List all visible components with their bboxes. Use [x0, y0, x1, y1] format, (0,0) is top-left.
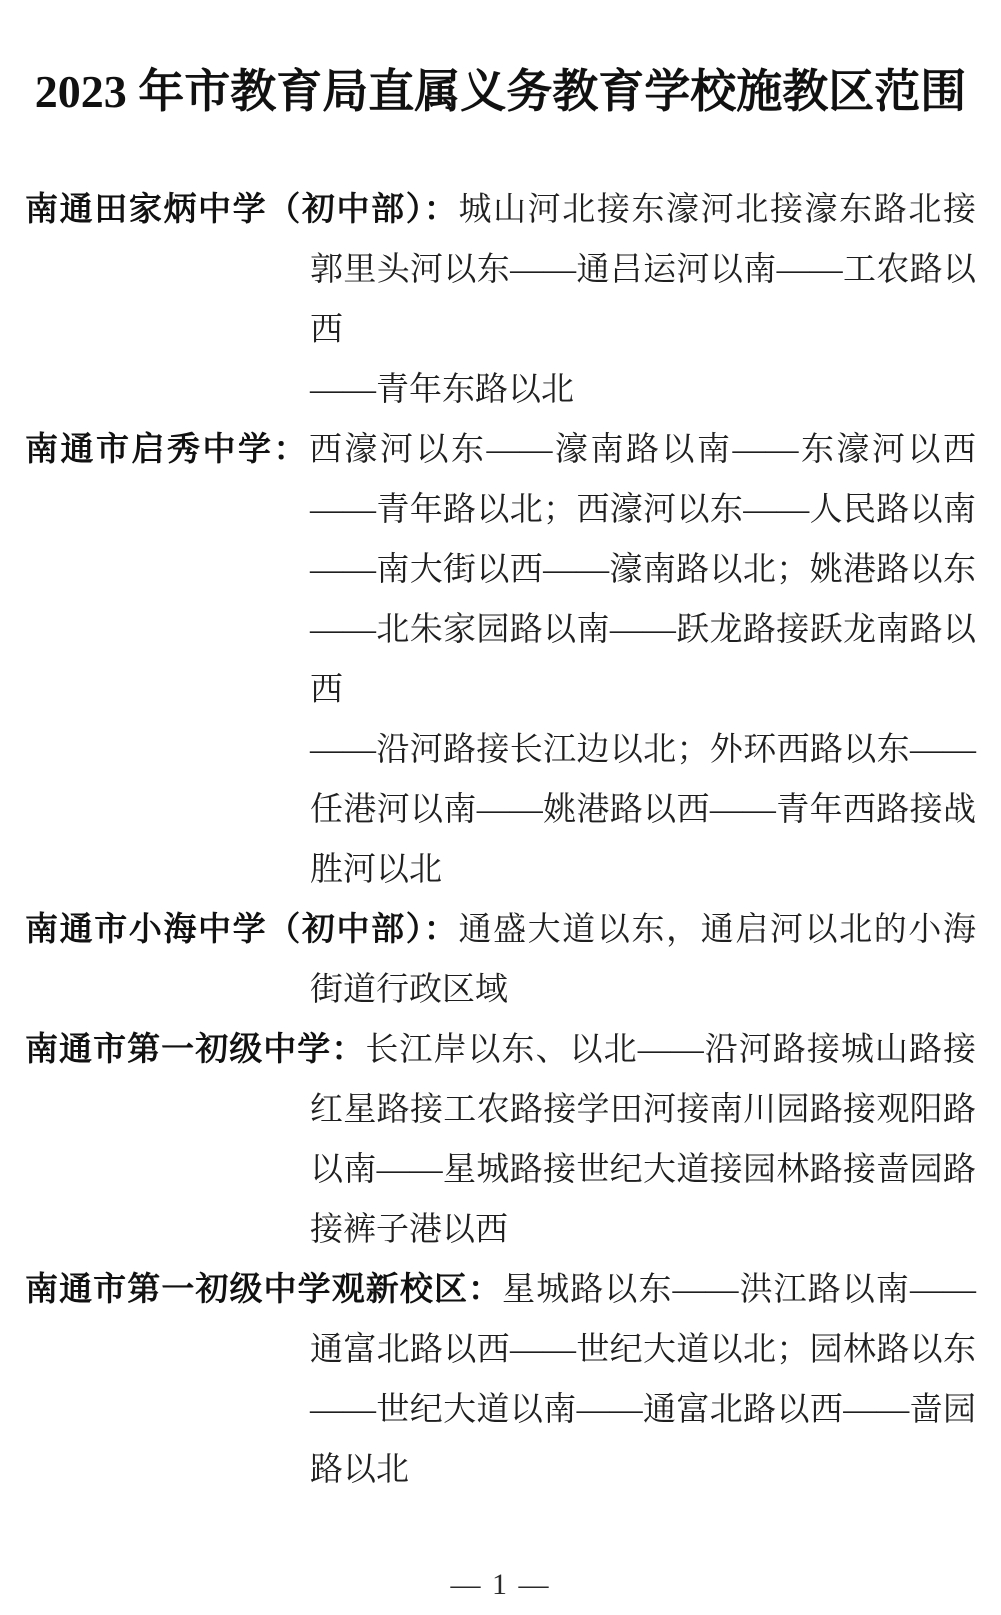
district-text-line: ——南大街以西——濠南路以北；姚港路以东 — [310, 552, 976, 588]
district-text-line: 街道行政区域 — [310, 972, 508, 1008]
school-name: 南通市启秀中学： — [25, 432, 309, 468]
page-title: 2023 年市教育局直属义务教育学校施教区范围 — [34, 66, 967, 117]
school-district-paragraph — [25, 1020, 976, 1260]
district-line — [25, 1020, 976, 1080]
district-text: 西濠河以东——濠南路以南——东濠河以西 — [309, 432, 976, 468]
district-text-line: 胜河以北 — [310, 852, 442, 888]
district-text-line: 以南——星城路接世纪大道接园林路接啬园路 — [310, 1152, 976, 1188]
district-text-line: 通富北路以西——世纪大道以北；园林路以东 — [310, 1332, 976, 1368]
district-line — [25, 420, 976, 480]
district-text-line: ——青年路以北；西濠河以东——人民路以南 — [310, 492, 976, 528]
district-text-line: ——北朱家园路以南——跃龙路接跃龙南路以西 — [310, 612, 976, 708]
district-text: 城山河北接东濠河北接濠东路北接 — [458, 192, 977, 228]
district-line — [25, 1260, 976, 1320]
district-text: 长江岸以东、以北——沿河路接城山路接 — [365, 1032, 977, 1068]
page-number: — 1 — — [450, 1568, 551, 1601]
school-district-paragraph — [25, 900, 976, 1020]
district-text-line: ——沿河路接长江边以北；外环西路以东—— — [310, 732, 976, 768]
district-text-line: 郭里头河以东——通吕运河以南——工农路以西 — [310, 252, 976, 348]
school-name: 南通田家炳中学（初中部）： — [25, 192, 459, 228]
district-text-line: 任港河以南——姚港路以西——青年西路接战 — [310, 792, 976, 828]
district-text-line: 红星路接工农路接学田河接南川园路接观阳路 — [310, 1092, 976, 1128]
district-text-line: 路以北 — [310, 1452, 409, 1488]
school-district-paragraph — [25, 180, 976, 420]
document-page — [0, 57, 1001, 1601]
document-body — [25, 180, 976, 1500]
school-district-paragraph — [25, 1260, 976, 1500]
district-line — [25, 900, 976, 960]
school-name: 南通市第一初级中学观新校区： — [25, 1272, 503, 1308]
district-text-line: ——青年东路以北 — [310, 372, 574, 408]
district-line — [25, 180, 976, 240]
school-name: 南通市小海中学（初中部）： — [25, 912, 459, 948]
district-text-line: 接裤子港以西 — [310, 1212, 508, 1248]
district-text: 星城路以东——洪江路以南—— — [502, 1272, 977, 1308]
school-name: 南通市第一初级中学： — [25, 1032, 366, 1068]
district-text: 通盛大道以东，通启河以北的小海 — [458, 912, 977, 948]
district-text-line: ——世纪大道以南——通富北路以西——啬园 — [310, 1392, 976, 1428]
school-district-paragraph — [25, 420, 976, 900]
